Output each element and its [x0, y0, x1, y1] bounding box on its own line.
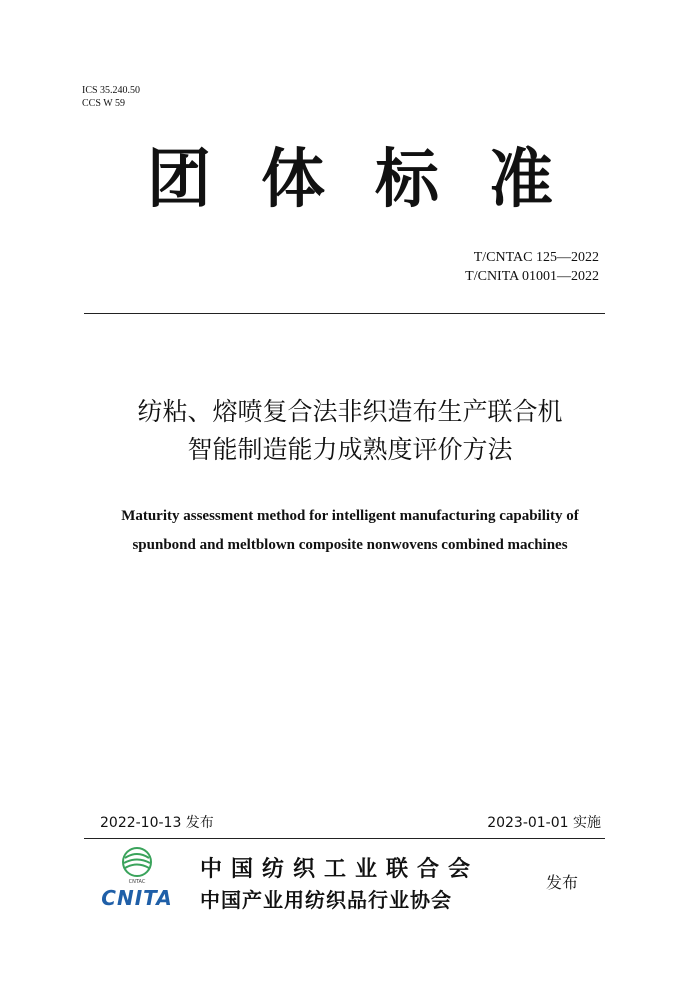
english-title-line-2: spunbond and meltblown composite nonwovens combined machines — [132, 537, 568, 553]
organization-cntac: 中国纺织工业联合会 — [200, 856, 480, 882]
english-title — [0, 502, 700, 560]
standard-code-cntac: T/CNTAC 125—2022 — [473, 250, 599, 265]
english-title-line-1: Maturity assessment method for intelligent manufacturing capability of — [121, 508, 579, 524]
ccs-code: CCS W 59 — [82, 98, 125, 109]
standard-codes — [465, 248, 599, 286]
standard-code-cnita: T/CNITA 01001—2022 — [465, 269, 599, 284]
cnita-logo — [96, 846, 178, 912]
cntac-emblem-icon — [96, 846, 178, 886]
chinese-title-line-1: 纺粘、熔喷复合法非织造布生产联合机 — [137, 397, 563, 426]
chinese-title-line-2: 智能制造能力成熟度评价方法 — [187, 435, 513, 464]
publish-label: 发布 — [546, 873, 579, 892]
logo-text: CNITA — [101, 886, 173, 910]
organization-cnita: 中国产业用纺织品行业协会 — [200, 888, 452, 912]
logo-small-text: CNTAC — [128, 879, 146, 885]
top-divider — [84, 313, 605, 314]
bottom-divider — [84, 838, 605, 839]
ics-code: ICS 35.240.50 — [82, 85, 141, 96]
implementation-date: 2023-01-01 实施 — [487, 815, 601, 831]
classification-codes — [82, 84, 140, 110]
issue-date: 2022-10-13 发布 — [100, 815, 214, 831]
document-type-title: 团体标准 — [147, 143, 603, 217]
chinese-title — [0, 393, 700, 469]
